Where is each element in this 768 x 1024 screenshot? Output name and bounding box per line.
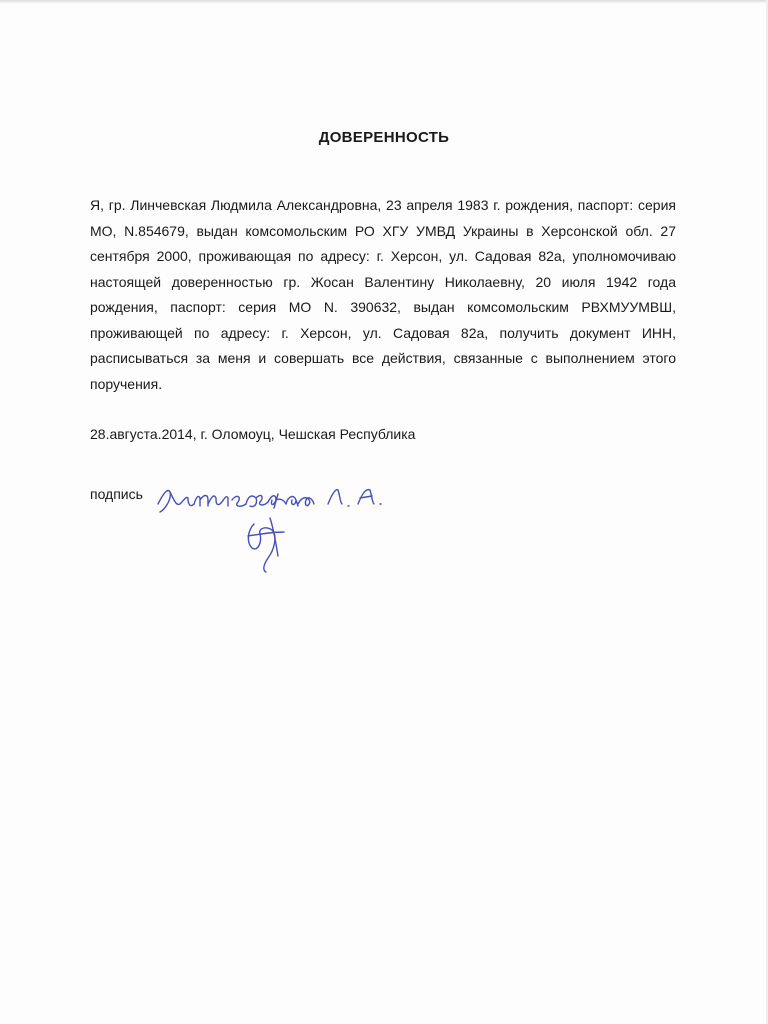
document-title: ДОВЕРЕННОСТЬ — [318, 129, 450, 146]
scan-top-edge — [0, 0, 768, 3]
place-and-date: 28.августа.2014, г. Оломоуц, Чешская Республика — [90, 426, 416, 442]
document-body: Я, гр. Линчевская Людмила Александровна, 23 апреля 1983 г. рождения, паспорт: серия МО, N.854679, выдан комсомольским РО ХГУ УМВД Украины в Херсонской обл. 27 сентября 2000, проживающая по адресу: г. Херсон, ул. Садовая 82а, уполномочиваю настоящей доверенностью гр. Жосан Валентину Николаевну, 20 июля 1942 года рождения, паспорт: серия МО N. 390632, выдан комсомольским РВХМУУМВШ, проживающей по адресу: г. Херсон, ул. Садовая 82а, получить документ ИНН, расписываться за меня и совершать все действия, связанные с выполнением этого поручения. — [90, 197, 676, 392]
handwritten-signature — [150, 470, 410, 580]
signature-label: подпись — [90, 486, 143, 502]
